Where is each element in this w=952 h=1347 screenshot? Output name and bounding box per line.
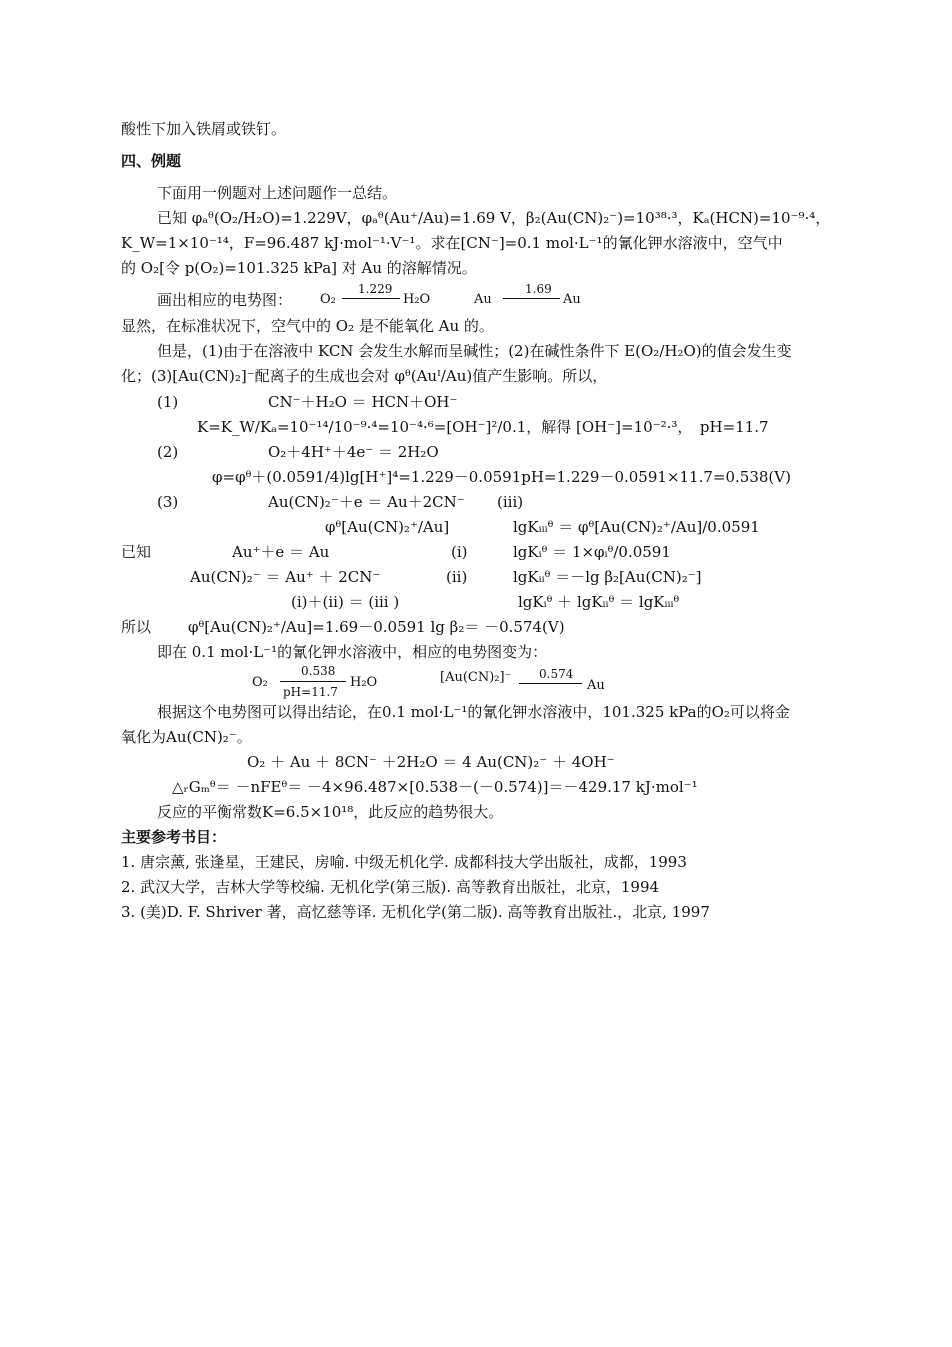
line-3: 下面用一例题对上述问题作一总结。 — [157, 184, 398, 202]
diagram2-h2o: H₂O — [350, 675, 378, 690]
diagram1-line1 — [342, 298, 400, 299]
lgk-i: lgKᵢᶿ ＝ 1×φᵢᶿ/0.0591 — [513, 543, 671, 561]
line-23: 根据这个电势图可以得出结论，在0.1 mol·L⁻¹的氰化钾水溶液中，101.325 kPa的O₂可以将金 — [157, 703, 790, 721]
diagram1-o2: O₂ — [320, 292, 336, 307]
line-21: 即在 0.1 mol·L⁻¹的氰化钾水溶液中，相应的电势图变为： — [157, 643, 548, 661]
diagram1-au: Au — [474, 292, 492, 307]
eq-ii-tag: (ii) — [446, 568, 468, 586]
phi-result: φᶿ[Au(CN)₂⁺/Au]=1.69－0.0591 lg β₂＝ －0.574(V) — [188, 618, 565, 636]
eq-sum: (i)＋(ii) ＝ (iii ) — [291, 593, 400, 611]
step-2-equation: O₂＋4H⁺＋4e⁻ ＝ 2H₂O — [268, 443, 439, 461]
line-24: 氧化为Au(CN)₂⁻。 — [121, 728, 252, 746]
diagram2-o2: O₂ — [252, 675, 268, 690]
diagram1-value2: 1.69 — [525, 282, 552, 296]
diagram1-h2o: H₂O — [403, 292, 431, 307]
references-heading: 主要参考书目： — [121, 828, 227, 846]
step-3-tag: (iii) — [497, 493, 524, 511]
line-8: 显然，在标准状况下，空气中的 O₂ 是不能氧化 Au 的。 — [121, 317, 494, 335]
diagram2-value2: 0.574 — [539, 667, 574, 681]
diagram1-line2 — [503, 298, 560, 299]
step-2-number: (2) — [157, 443, 179, 461]
step-1-calc: K=K_W/Kₐ=10⁻¹⁴/10⁻⁹·⁴=10⁻⁴·⁶=[OH⁻]²/0.1，解得 [OH⁻]=10⁻²·³， pH=11.7 — [197, 418, 769, 436]
step-3-equation: Au(CN)₂⁻＋e ＝ Au＋2CN⁻ — [268, 493, 465, 511]
line-6: 的 O₂[令 p(O₂)=101.325 kPa] 对 Au 的溶解情况。 — [121, 259, 477, 277]
lgk-ii: lgKᵢᵢᶿ ＝－lg β₂[Au(CN)₂⁻] — [513, 568, 702, 586]
eq-i-tag: (i) — [451, 543, 468, 561]
diagram2-line2 — [519, 683, 582, 684]
reference-1: 1. 唐宗薰, 张逢星，王建民，房喻. 中级无机化学. 成都科技大学出版社，成都，1993 — [121, 853, 687, 871]
step-1-number: (1) — [157, 393, 179, 411]
diagram-intro: 画出相应的电势图： — [157, 291, 293, 309]
lgk-iii: lgKᵢᵢᵢᶿ ＝ φᶿ[Au(CN)₂⁺/Au]/0.0591 — [513, 518, 760, 536]
diagram2-au: Au — [587, 678, 605, 693]
eq-ii: Au(CN)₂⁻ ＝ Au⁺ ＋ 2CN⁻ — [190, 568, 381, 586]
diagram1-au-right: Au — [563, 292, 581, 307]
therefore-label: 所以 — [121, 618, 152, 636]
line-10: 化；(3)[Au(CN)₂]⁻配离子的生成也会对 φᶿ(Auᴵ/Au)值产生影响。所以， — [121, 367, 608, 385]
diagram2-aucn: [Au(CN)₂]⁻ — [440, 670, 512, 685]
equilibrium-constant: 反应的平衡常数K=6.5×10¹⁸，此反应的趋势很大。 — [157, 803, 504, 821]
known-label: 已知 — [121, 543, 152, 561]
lgk-sum: lgKᵢᶿ ＋ lgKᵢᵢᶿ ＝ lgKᵢᵢᵢᶿ — [518, 593, 680, 611]
line-4: 已知 φₐᶿ(O₂/H₂O)=1.229V，φₐᶿ(Au⁺/Au)=1.69 V，β₂(Au(CN)₂⁻)=10³⁸·³，Kₐ(HCN)=10⁻⁹·⁴， — [157, 209, 831, 227]
reference-3: 3. (美)D. F. Shriver 著，高忆慈等译. 无机化学(第二版). 高等教育出版社.，北京, 1997 — [121, 903, 710, 921]
step-3-number: (3) — [157, 493, 179, 511]
step-2-calc: φ=φᶿ＋(0.0591/4)lg[H⁺]⁴=1.229－0.0591pH=1.229－0.0591×11.7=0.538(V) — [212, 468, 791, 486]
section-heading: 四、例题 — [121, 152, 182, 170]
diagram1-value1: 1.229 — [358, 282, 393, 296]
line-9: 但是，(1)由于在溶液中 KCN 会发生水解而呈碱性；(2)在碱性条件下 E(O₂/H₂O)的值会发生变 — [157, 342, 792, 360]
step-1-equation: CN⁻＋H₂O ＝ HCN＋OH⁻ — [268, 393, 458, 411]
diagram2-value1: 0.538 — [301, 664, 336, 678]
diagram2-ph: pH=11.7 — [283, 685, 338, 699]
line-5: K_W=1×10⁻¹⁴，F=96.487 kJ·mol⁻¹·V⁻¹。求在[CN⁻]=0.1 mol·L⁻¹的氰化钾水溶液中，空气中 — [121, 234, 783, 252]
line-1: 酸性下加入铁屑或铁钉。 — [121, 120, 287, 138]
diagram2-line1 — [280, 681, 346, 682]
phi-label: φᶿ[Au(CN)₂⁺/Au] — [325, 518, 450, 536]
eq-i: Au⁺＋e ＝ Au — [232, 543, 330, 561]
overall-reaction: O₂ ＋ Au ＋ 8CN⁻ ＋2H₂O ＝ 4 Au(CN)₂⁻ ＋ 4OH⁻ — [247, 753, 615, 771]
reference-2: 2. 武汉大学，吉林大学等校编. 无机化学(第三版). 高等教育出版社，北京，1994 — [121, 878, 660, 896]
gibbs-energy: △ᵣGₘᶿ＝ －nFEᶿ＝ －4×96.487×[0.538－(－0.574)]＝－429.17 kJ·mol⁻¹ — [172, 778, 698, 796]
